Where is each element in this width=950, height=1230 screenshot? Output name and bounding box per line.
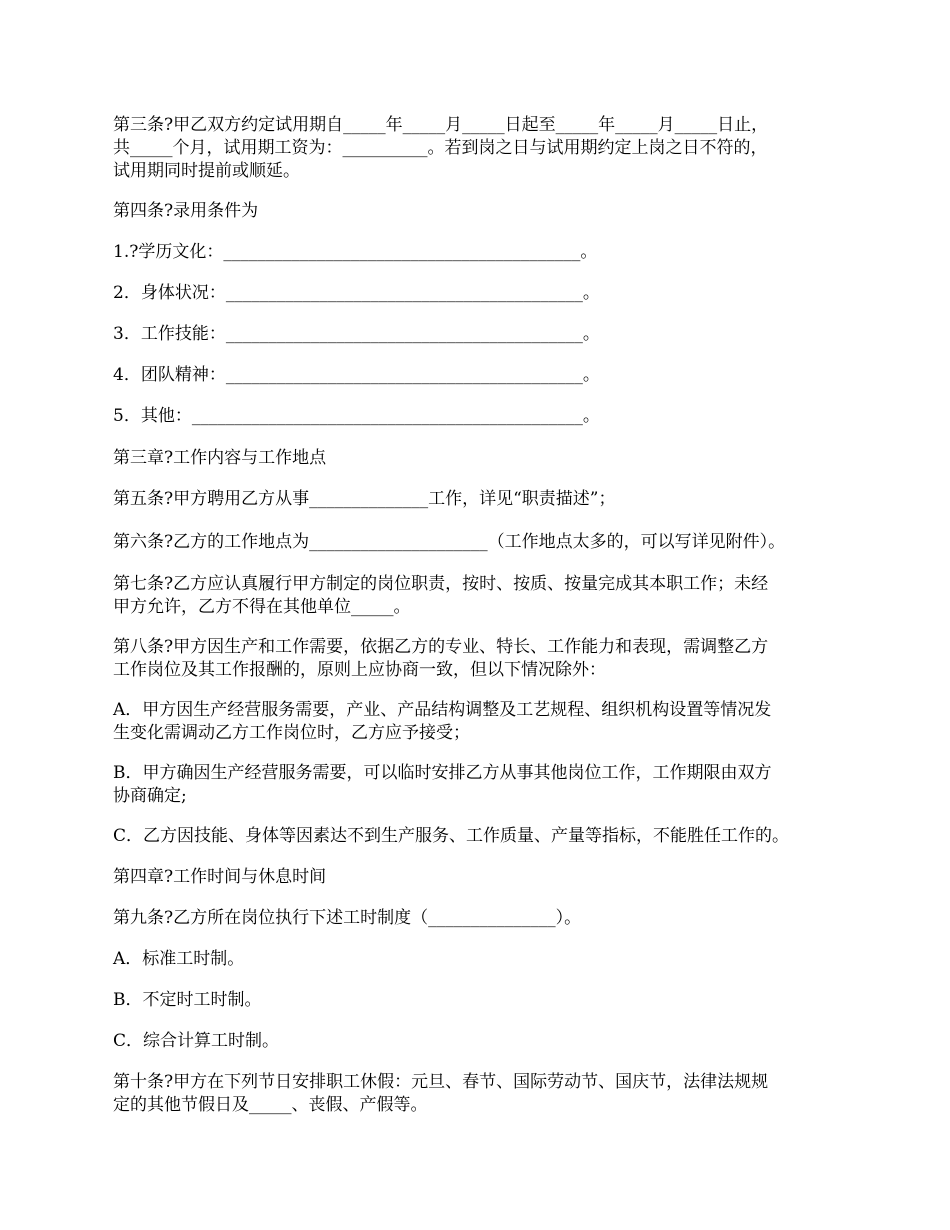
list-item: 1.?学历文化：__________________________________________。 — [113, 242, 598, 262]
text-line: 第七条?乙方应认真履行甲方制定的岗位职责，按时、按质、按量完成其本职工作；未经 — [113, 574, 769, 594]
text-line: 第八条?甲方因生产和工作需要，依据乙方的专业、特长、工作能力和表现，需调整乙方 — [113, 637, 769, 657]
text-line: 第九条?乙方所在岗位执行下述工时制度（_______________）。 — [113, 908, 582, 928]
list-item: 5．其他：______________________________________________。 — [113, 406, 600, 426]
text-line: 第三条?甲乙双方约定试用期自_____年_____月_____日起至_____年_____月_____日止， — [113, 115, 769, 135]
text-line: 共_____个月，试用期工资为：__________。若到岗之日与试用期约定上岗之日不符的， — [113, 138, 768, 158]
text-line: B．甲方确因生产经营服务需要，可以临时安排乙方从事其他岗位工作，工作期限由双方 — [113, 763, 772, 783]
text-line: 甲方允许，乙方不得在其他单位_____。 — [113, 597, 411, 617]
list-item: 3．工作技能：__________________________________________。 — [113, 324, 600, 344]
list-item: 4．团队精神：__________________________________________。 — [113, 365, 600, 385]
chapter-heading: 第四章?工作时间与休息时间 — [113, 867, 327, 887]
text-line: A．甲方因生产经营服务需要，产业、产品结构调整及工艺规程、组织机构设置等情况发 — [113, 700, 772, 720]
text-line: 定的其他节假日及_____、丧假、产假等。 — [113, 1095, 428, 1115]
text-line: 工作岗位及其工作报酬的，原则上应协商一致，但以下情况除外： — [113, 660, 606, 680]
list-item: 2．身体状况：__________________________________________。 — [113, 283, 600, 303]
list-item: A．标准工时制。 — [113, 949, 245, 969]
text-line: 生变化需调动乙方工作岗位时，乙方应予接受； — [113, 723, 470, 743]
text-line: 第五条?甲方聘用乙方从事______________工作，详见“职责描述”； — [113, 489, 616, 509]
list-item: C．综合计算工时制。 — [113, 1031, 280, 1051]
chapter-heading: 第三章?工作内容与工作地点 — [113, 448, 327, 468]
text-line: 试用期同时提前或顺延。 — [113, 161, 300, 181]
text-line: 协商确定; — [113, 786, 187, 806]
text-line: C．乙方因技能、身体等因素达不到生产服务、工作质量、产量等指标，不能胜任工作的。 — [113, 826, 790, 846]
list-item: B．不定时工时制。 — [113, 990, 262, 1010]
text-line: 第六条?乙方的工作地点为_____________________（工作地点太多的，可以写详见附件）。 — [113, 532, 786, 552]
section-heading: 第四条?录用条件为 — [113, 201, 259, 221]
text-line: 第十条?甲方在下列节日安排职工休假：元旦、春节、国际劳动节、国庆节，法律法规规 — [113, 1072, 769, 1092]
